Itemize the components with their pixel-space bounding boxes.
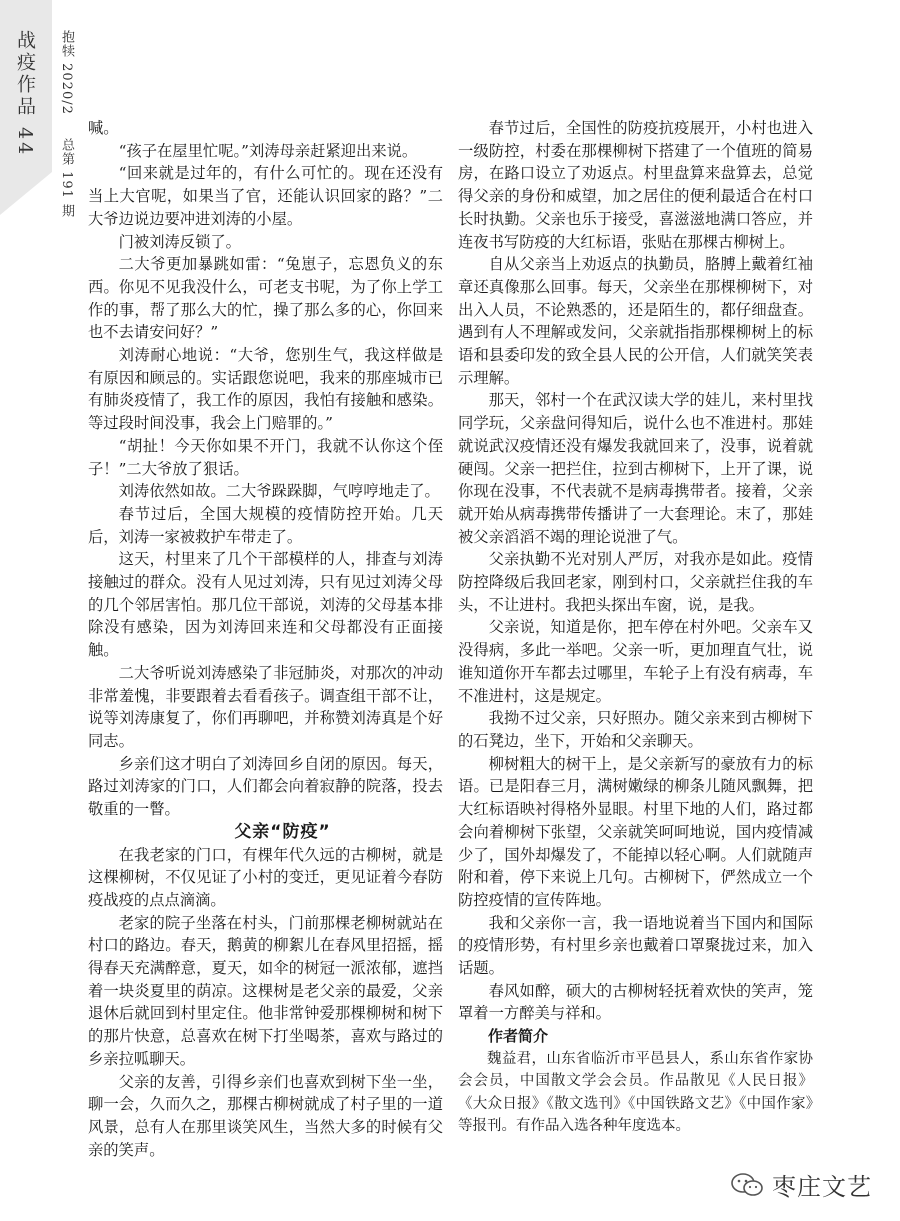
author-bio-title: 作者简介 bbox=[488, 1027, 549, 1046]
paragraph: 乡亲们这才明白了刘涛回乡自闭的原因。每天，路过刘涛家的门口，人们都会向着寂静的院落，投去敬重的一瞥。 bbox=[88, 754, 443, 819]
paragraph: 父亲执勤不光对别人严厉，对我亦是如此。疫情防控降级后我回老家，刚到村口，父亲就拦住我的车头，不让进村。我把头探出车窗，说，是我。 bbox=[458, 550, 813, 614]
paragraph: “回来就是过年的，有什么可忙的。现在还没有当上大官呢，如果当了官，还能认识回家的路？”二大爷边说边要冲进刘涛的小屋。 bbox=[88, 164, 443, 228]
author-bio-text: 魏益君，山东省临沂市平邑县人，系山东省作家协会会员，中国散文学会会员。作品散见《人民日报》《大众日报》《散文选刊》《中国铁路文艺》《中国作家》等报刊。有作品入选各种年度选本。 bbox=[458, 1050, 813, 1135]
article-title: 父亲“防疫” bbox=[234, 821, 331, 842]
paragraph: 刘涛依然如故。二大爷跺跺脚，气哼哼地走了。 bbox=[118, 482, 440, 501]
paragraph: 老家的院子坐落在村头，门前那棵老柳树就站在村口的路边。春天，鹅黄的柳絮儿在春风里招摇，摇得春天充满醉意，夏天，如伞的树冠一派浓郁，遮挡着一块炎夏里的荫凉。这棵树是老父亲的最爱，父亲退休后就回到村里定住。他非常钟爱那棵柳树和树下的那片快意，总喜欢在树下打坐喝茶，喜欢与路过的乡亲拉呱聊天。 bbox=[88, 913, 443, 1068]
paragraph: 喊。 bbox=[88, 119, 119, 137]
watermark-text: 枣庄文艺 bbox=[772, 1173, 872, 1201]
paragraph: 那天，邻村一个在武汉读大学的娃儿，来村里找同学玩，父亲盘问得知后，说什么也不准进村。那娃就说武汉疫情还没有爆发我就回来了，没事，说着就硬闯。父亲一把拦住，拉到古柳树下，上开了课，说你现在没事，不代表就不是病毒携带者。接着，父亲就开始从病毒携带传播讲了一大套理论。末了，那娃被父亲滔滔不竭的理论说泄了气。 bbox=[458, 391, 813, 546]
section-label: 战疫作品 44 bbox=[14, 30, 36, 158]
watermark bbox=[730, 1167, 872, 1202]
paragraph: 这天，村里来了几个干部模样的人，排查与刘涛接触过的群众。没有人见过刘涛，只有见过刘涛父母的几个邻居害怕。那几位干部说，刘涛的父母基本排除没有感染，因为刘涛回来连和父母都没有正面接触。 bbox=[88, 550, 443, 660]
paragraph: 二大爷听说刘涛感染了非冠肺炎，对那次的冲动非常羞愧，非要跟着去看看孩子。调查组干部不让，说等刘涛康复了，你们再聊吧，并称赞刘涛真是个好同志。 bbox=[88, 663, 443, 750]
paragraph: “孩子在屋里忙呢。”刘涛母亲赶紧迎出来说。 bbox=[118, 141, 418, 160]
paragraph: 刘涛耐心地说：“大爷，您别生气，我这样做是有原因和顾忌的。实话跟您说吧，我来的那座城市已有肺炎疫情了，我工作的原因，我怕有接触和感染。等过段时间没事，我会上门赔罪的。” bbox=[88, 346, 443, 433]
paragraph: 春节过后，全国性的防疫抗疫展开，小村也进入一级防控，村委在那棵柳树下搭建了一个值班的简易房，在路口设立了劝返点。村里盘算来盘算去，总觉得父亲的身份和威望，加之居住的便利最适合在村口长时执勤。父亲也乐于接受，喜滋滋地满口答应，并连夜书写防疫的大红标语，张贴在那棵古柳树上。 bbox=[458, 119, 813, 251]
left-column bbox=[88, 117, 443, 1161]
paragraph: 二大爷更加暴跳如雷：“兔崽子，忘恩负义的东西。你见不见我没什么，可老支书呢，为了你上学工作的事，帮了那么大的忙，操了那么多的心，你回来也不去请安问好？” bbox=[88, 255, 443, 342]
paragraph: 我拗不过父亲，只好照办。随父亲来到古柳树下的石凳边，坐下，开始和父亲聊天。 bbox=[458, 709, 813, 750]
right-column bbox=[458, 117, 813, 1138]
paragraph: 我和父亲你一言，我一语地说着当下国内和国际的疫情形势，有村里乡亲也戴着口罩聚拢过来，加入话题。 bbox=[458, 913, 813, 978]
paragraph: 在我老家的门口，有棵年代久远的古柳树，就是这棵柳树，不仅见证了小村的变迁，更见证着今春防疫战疫的点点滴滴。 bbox=[88, 845, 443, 909]
paragraph: 父亲的友善，引得乡亲们也喜欢到树下坐一坐，聊一会，久而久之，那棵古柳树就成了村子里的一道风景，总有人在那里谈笑风生，当然大多的时候有父亲的笑声。 bbox=[88, 1072, 443, 1159]
paragraph: 自从父亲当上劝返点的执勤员，胳膊上戴着红袖章还真像那么回事。每天，父亲坐在那棵柳树下，对出入人员，不论熟悉的，还是陌生的，都仔细盘查。遇到有人不理解或发问，父亲就指指那棵柳树上的标语和县委印发的致全县人民的公开信，人们就笑笑表示理解。 bbox=[458, 255, 813, 387]
wechat-icon bbox=[730, 1172, 764, 1198]
paragraph: “胡扯！今天你如果不开门，我就不认你这个侄子！”二大爷放了狠话。 bbox=[88, 436, 443, 478]
paragraph: 父亲说，知道是你，把车停在村外吧。父亲车又没得病，多此一举吧。父亲一听，更加理直气壮，说谁知道你开车都去过哪里，车轮子上有没有病毒，车不准进村，这是规定。 bbox=[458, 618, 813, 705]
paragraph: 春节过后，全国大规模的疫情防控开始。几天后，刘涛一家被救护车带走了。 bbox=[88, 504, 443, 546]
paragraph: 春风如醉，硕大的古柳树轻抚着欢快的笑声，笼罩着一方醉美与祥和。 bbox=[458, 981, 813, 1023]
paragraph: 柳树粗大的树干上，是父亲新写的豪放有力的标语。已是阳春三月，满树嫩绿的柳条儿随风飘舞，把大红标语映衬得格外显眼。村里下地的人们，路过都会向着柳树下张望，父亲就笑呵呵地说，国内疫情减少了，国外却爆发了，不能掉以轻心啊。人们就随声附和着，停下来说上几句。古柳树下，俨然成立一个防控疫情的宣传阵地。 bbox=[458, 754, 813, 909]
paragraph: 门被刘涛反锁了。 bbox=[118, 232, 241, 251]
issue-label: 总第 191 期 bbox=[59, 138, 74, 219]
journal-label: 抱犊 2020/2 bbox=[59, 30, 74, 115]
